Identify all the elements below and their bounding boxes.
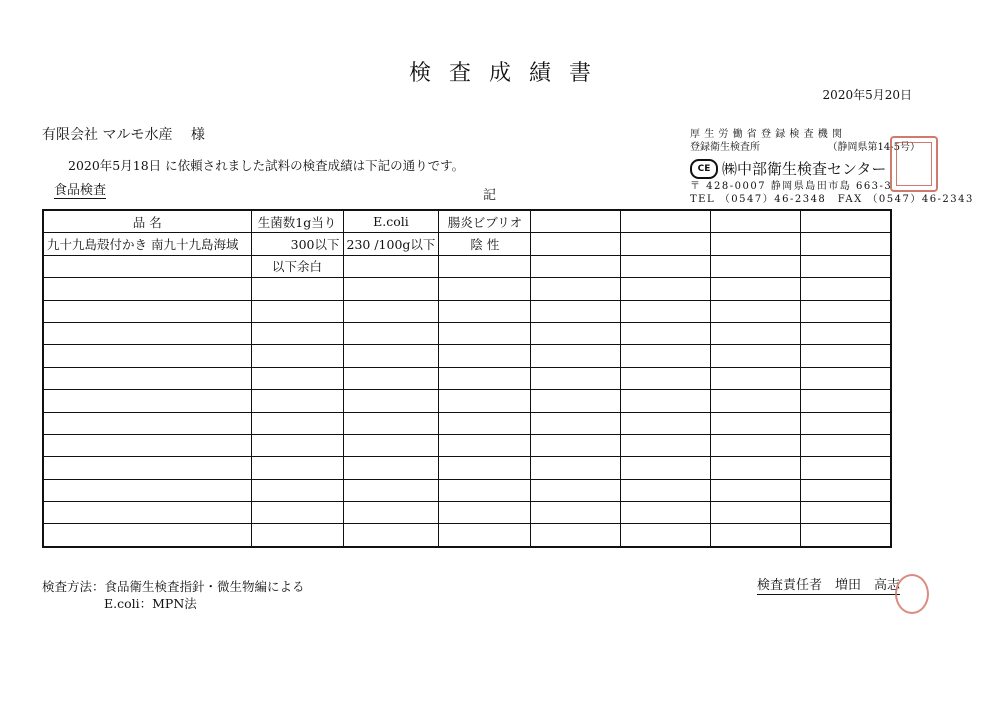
table-cell (343, 524, 439, 547)
table-cell (621, 233, 711, 255)
personal-seal-icon (895, 574, 929, 614)
table-cell (343, 322, 439, 344)
table-cell (801, 278, 891, 300)
column-header: 腸炎ビブリオ (439, 210, 531, 233)
table-cell (251, 300, 343, 322)
table-cell (711, 367, 801, 389)
intro-text: 2020年5月18日 に依頼されました試料の検査成績は下記の通りです。 (68, 158, 465, 173)
issuer-registration-right: （静岡県第14-5号） (827, 142, 920, 153)
table-cell (531, 524, 621, 547)
results-table (42, 209, 892, 548)
table-row (43, 390, 891, 412)
table-cell (43, 345, 251, 367)
table-cell (343, 345, 439, 367)
table-cell (43, 300, 251, 322)
table-cell (801, 367, 891, 389)
table-cell (531, 233, 621, 255)
table-cell (251, 412, 343, 434)
company-logo-icon: CE (690, 159, 718, 179)
table-row (43, 255, 891, 277)
table-cell (531, 367, 621, 389)
column-header (621, 210, 711, 233)
table-cell (343, 434, 439, 456)
table-cell (439, 434, 531, 456)
column-header (531, 210, 621, 233)
table-cell: 九十九島殻付かき 南九十九島海域 (43, 233, 251, 255)
test-method-line2: E.coli：MPN法 (104, 596, 197, 611)
table-cell (43, 524, 251, 547)
table-row (43, 367, 891, 389)
table-cell (801, 390, 891, 412)
table-cell (251, 479, 343, 501)
table-cell (439, 367, 531, 389)
table-cell (439, 300, 531, 322)
table-cell (43, 255, 251, 277)
column-header (711, 210, 801, 233)
inspector: 検査責任者 増田 高志 (757, 578, 901, 593)
issuer-registration-left: 登録衛生検査所 (690, 142, 760, 153)
table-cell (801, 233, 891, 255)
table-cell (43, 479, 251, 501)
table-cell (343, 278, 439, 300)
table-cell (621, 367, 711, 389)
table-cell (711, 233, 801, 255)
table-cell (531, 322, 621, 344)
table-cell (531, 300, 621, 322)
table-cell (43, 434, 251, 456)
table-cell (531, 434, 621, 456)
document-title: 検査成績書 (408, 61, 609, 86)
table-cell (251, 278, 343, 300)
table-cell (439, 457, 531, 479)
table-cell (439, 322, 531, 344)
table-cell (43, 390, 251, 412)
table-cell (621, 502, 711, 524)
table-cell (531, 278, 621, 300)
table-cell (801, 479, 891, 501)
recipient: 有限会社 マルモ水産 様 (42, 127, 205, 143)
table-cell (251, 322, 343, 344)
table-cell (251, 367, 343, 389)
table-cell (439, 502, 531, 524)
table-cell: 230 /100g以下 (343, 233, 439, 255)
table-cell (531, 255, 621, 277)
table-cell (711, 345, 801, 367)
table-cell (531, 479, 621, 501)
table-cell (801, 434, 891, 456)
table-cell (801, 322, 891, 344)
table-cell (439, 278, 531, 300)
table-cell (801, 255, 891, 277)
table-cell (621, 412, 711, 434)
issuer-company: ㈱中部衛生検査センター (722, 160, 887, 178)
table-row (43, 233, 891, 255)
table-cell (801, 300, 891, 322)
table-cell (439, 390, 531, 412)
table-cell: 300以下 (251, 233, 343, 255)
table-cell (251, 502, 343, 524)
table-cell (343, 255, 439, 277)
table-cell (711, 278, 801, 300)
table-cell (43, 502, 251, 524)
table-cell (711, 322, 801, 344)
column-header: 生菌数1g当り (251, 210, 343, 233)
ki-label: 記 (483, 188, 497, 203)
table-cell (801, 524, 891, 547)
table-cell (621, 300, 711, 322)
table-cell (711, 434, 801, 456)
issue-date: 2020年5月20日 (822, 88, 912, 102)
table-cell (43, 412, 251, 434)
table-cell (531, 457, 621, 479)
table-cell (801, 457, 891, 479)
table-cell (621, 255, 711, 277)
table-cell (43, 367, 251, 389)
test-method (42, 578, 305, 612)
table-cell: 陰 性 (439, 233, 531, 255)
table-cell (343, 412, 439, 434)
table-cell (621, 434, 711, 456)
table-cell (711, 457, 801, 479)
section-label: 食品検査 (54, 183, 107, 198)
table-cell (531, 502, 621, 524)
table-cell (251, 457, 343, 479)
table-row (43, 278, 891, 300)
table-cell (801, 502, 891, 524)
table-cell (343, 479, 439, 501)
table-row (43, 479, 891, 501)
table-cell (711, 502, 801, 524)
table-cell (343, 457, 439, 479)
table-cell (439, 412, 531, 434)
table-row (43, 345, 891, 367)
table-cell (621, 524, 711, 547)
table-cell (801, 412, 891, 434)
table-cell (621, 278, 711, 300)
table-cell (439, 255, 531, 277)
table-cell (711, 524, 801, 547)
table-cell (711, 390, 801, 412)
table-cell (711, 300, 801, 322)
table-cell (439, 524, 531, 547)
table-cell (343, 502, 439, 524)
table-cell (621, 479, 711, 501)
issuer-address: 〒 428-0007 静岡県島田市島 663-3 (690, 181, 893, 192)
table-row (43, 434, 891, 456)
table-cell (621, 322, 711, 344)
table-cell (531, 345, 621, 367)
table-cell (531, 390, 621, 412)
issuer-ministry: 厚生労働省登録検査機関 (690, 129, 847, 140)
table-cell (711, 479, 801, 501)
table-cell (251, 524, 343, 547)
column-header: 品 名 (43, 210, 251, 233)
table-cell (439, 345, 531, 367)
table-row (43, 300, 891, 322)
table-cell (711, 255, 801, 277)
table-cell (439, 479, 531, 501)
table-cell (621, 457, 711, 479)
table-header-row (43, 210, 891, 233)
column-header (801, 210, 891, 233)
table-cell (621, 345, 711, 367)
table-cell (343, 300, 439, 322)
table-row (43, 412, 891, 434)
table-cell (251, 434, 343, 456)
table-row (43, 524, 891, 547)
issuer-tel-fax: TEL （0547）46-2348 FAX （0547）46-2343 (690, 194, 974, 205)
column-header: E.coli (343, 210, 439, 233)
table-cell (251, 345, 343, 367)
table-row (43, 322, 891, 344)
table-cell (43, 322, 251, 344)
company-seal-icon (890, 136, 938, 192)
table-cell (343, 390, 439, 412)
table-cell: 以下余白 (251, 255, 343, 277)
test-method-line1: 検査方法：食品衛生検査指針・微生物編による (42, 579, 305, 594)
table-cell (43, 278, 251, 300)
table-cell (251, 390, 343, 412)
table-row (43, 457, 891, 479)
issuer-registration (690, 141, 920, 154)
table-cell (43, 457, 251, 479)
table-cell (531, 412, 621, 434)
table-cell (801, 345, 891, 367)
table-cell (343, 367, 439, 389)
table-cell (621, 390, 711, 412)
table-row (43, 502, 891, 524)
table-cell (711, 412, 801, 434)
